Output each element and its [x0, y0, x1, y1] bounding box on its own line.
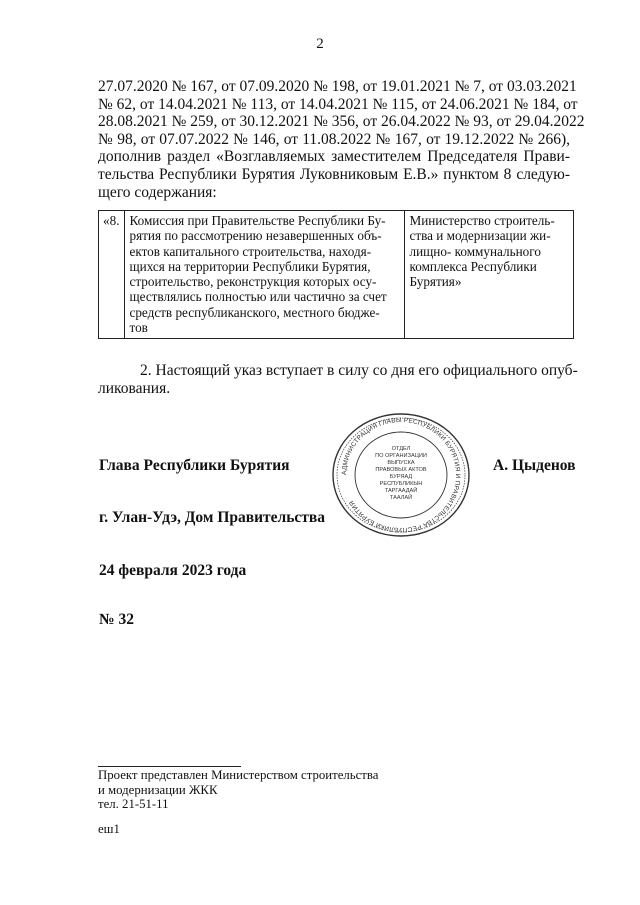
page-number: 2 — [316, 36, 324, 52]
cell-line: комплекса Республики — [409, 258, 537, 274]
footnote-line: тел. 21-51-11 — [98, 797, 169, 811]
cell-line: средств республиканского, местного бюдже- — [129, 304, 380, 320]
cell-line: лищно- коммунального — [409, 243, 541, 259]
stamp-text: ВЫПУСКА — [387, 460, 415, 466]
document-code: еш1 — [98, 822, 120, 836]
stamp-text: ТААЛАЙ — [389, 495, 413, 501]
signatory-name: А. Цыденов — [493, 457, 576, 474]
paragraph-line: щего содержания: — [98, 183, 217, 201]
cell-line: ществлялись полностью или частично за счет — [129, 289, 387, 305]
stamp-text: ПРАВОВЫХ АКТОВ — [375, 467, 427, 473]
stamp-ring-text: АДМИНИСТРАЦИЯ ГЛАВЫ РЕСПУБЛИКИ БУРЯТИЯ И ПРАВИТЕЛЬСТВА РЕСПУБЛИКИ БУРЯТИЯ — [340, 416, 462, 534]
paragraph-line: 28.08.2021 № 259, от 30.12.2021 № 356, от 26.04.2022 № 93, от 29.04.2022 — [98, 113, 585, 131]
stamp-text: РЕСПУБЛИКЫН — [379, 481, 423, 487]
amendment-paragraph — [98, 78, 585, 201]
stamp-text: БУРЯАД — [389, 474, 413, 480]
paragraph-line: дополнив раздел «Возглавляемых заместителем Председателя Прави- — [98, 148, 570, 166]
cell-line: рятия по рассмотрению незавершенных объ- — [129, 228, 382, 244]
cell-line: тов — [129, 320, 148, 336]
table-row — [99, 211, 574, 339]
official-stamp — [330, 412, 472, 538]
effective-date-paragraph — [98, 362, 578, 398]
amendment-table — [98, 210, 574, 339]
table-cell-number: «8. — [99, 211, 125, 339]
stamp-text: ОТДЕЛ — [391, 446, 411, 452]
footnote-line: и модернизации ЖКК — [98, 782, 218, 797]
cell-line: строительство, реконструкция которых осу- — [129, 274, 377, 290]
signing-place: г. Улан-Удэ, Дом Правительства — [99, 509, 326, 526]
paragraph-line: № 98, от 07.07.2022 № 146, от 11.08.2022 № 167, от 19.12.2022 № 266), — [98, 130, 570, 148]
cell-line: Бурятия» — [409, 274, 462, 290]
footnote — [98, 768, 378, 812]
paragraph-line: № 62, от 14.04.2021 № 113, от 14.04.2021 № 115, от 24.06.2021 № 184, от — [98, 95, 578, 113]
paragraph-line: 2. Настоящий указ вступает в силу со дня его официального опуб- — [140, 362, 578, 379]
decree-number: № 32 — [99, 611, 134, 628]
cell-line: Министерство строитель- — [409, 213, 555, 228]
stamp-text: ПО ОРГАНИЗАЦИИ — [375, 453, 427, 459]
paragraph-line: 27.07.2020 № 167, от 07.09.2020 № 198, от 19.01.2021 № 7, от 03.03.2021 — [98, 78, 577, 95]
cell-line: ства и модернизации жи- — [409, 228, 551, 244]
footnote-divider — [98, 766, 241, 767]
cell-line: Комиссия при Правительстве Республики Бу- — [129, 213, 386, 228]
cell-line: ектов капитального строительства, находя- — [129, 243, 372, 259]
cell-line: щихся на территории Республики Бурятия, — [129, 258, 371, 274]
paragraph-line: ликования. — [98, 380, 171, 397]
footnote-line: Проект представлен Министерством строительства — [98, 768, 379, 782]
table-cell-ministry — [405, 211, 574, 339]
table-cell-commission — [125, 211, 405, 339]
signing-date: 24 февраля 2023 года — [99, 562, 247, 579]
signatory-position: Глава Республики Бурятия — [99, 457, 290, 474]
paragraph-line: тельства Республики Бурятия Луковниковым Е.В.» пунктом 8 следую- — [98, 165, 570, 183]
stamp-text: ТАРГААДАЙ — [384, 488, 418, 494]
